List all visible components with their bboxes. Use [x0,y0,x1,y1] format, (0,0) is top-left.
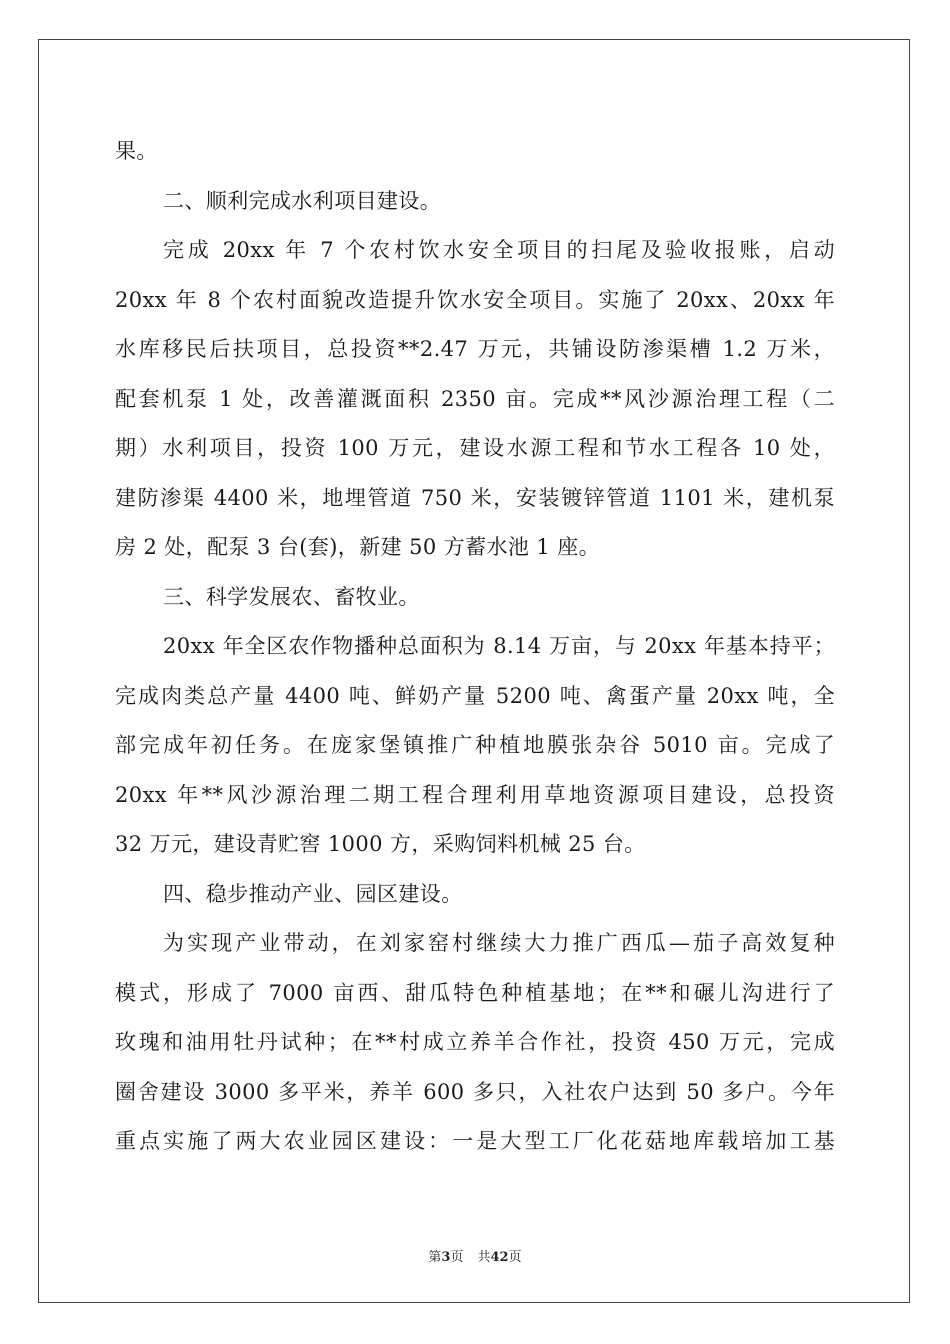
section-heading: 三、科学发展农、畜牧业。 [163,584,420,609]
total-prefix: 共 [477,1250,491,1265]
text-line: 20xx 年全区农作物播种总面积为 8.14 万亩，与 20xx 年基本持平； [163,634,835,658]
page-suffix: 页 [450,1250,464,1265]
text-line: 完成肉类总产量 4400 吨、鲜奶产量 5200 吨、禽蛋产量 20xx 吨，全 [115,683,835,708]
text-line: 建防渗渠 4400 米，地埋管道 750 米，安装镀锌管道 1101 米，建机泵 [115,485,835,510]
text-line: 果。 [115,139,158,163]
text-line: 部完成年初任务。在庞家堡镇推广种植地膜张杂谷 5010 亩。完成了 [115,733,835,757]
text-line: 重点实施了两大农业园区建设：一是大型工厂化花菇地库载培加工基 [115,1129,835,1153]
page-footer [0,1249,950,1267]
text-line: 模式，形成了 7000 亩西、甜瓜特色种植基地；在**和碾儿沟进行了 [115,980,835,1005]
section-heading: 二、顺利完成水利项目建设。 [163,188,442,213]
text-line: 配套机泵 1 处，改善灌溉面积 2350 亩。完成**风沙源治理工程（二 [115,386,835,411]
text-line: 水库移民后扶项目，总投资**2.47 万元，共铺设防渗渠槽 1.2 万米， [115,337,835,361]
total-pages: 42 [490,1250,509,1265]
text-line: 圈舍建设 3000 多平米，养羊 600 多只，入社农户达到 50 多户。今年 [115,1079,835,1104]
document-body [115,127,835,1167]
text-line: 期）水利项目，投资 100 万元，建设水源工程和节水工程各 10 处， [115,436,835,460]
text-line: 房 2 处，配泵 3 台(套)，新建 50 方蓄水池 1 座。 [115,535,600,559]
text-line: 为实现产业带动，在刘家窑村继续大力推广西瓜—茄子高效复种 [163,931,835,955]
text-line: 20xx 年 8 个农村面貌改造提升饮水安全项目。实施了 20xx、20xx 年 [115,287,835,312]
total-suffix: 页 [508,1250,522,1265]
text-line: 完成 20xx 年 7 个农村饮水安全项目的扫尾及验收报账，启动 [163,238,835,262]
text-line: 20xx 年**风沙源治理二期工程合理利用草地资源项目建设，总投资 [115,782,835,807]
text-line: 32 万元，建设青贮窖 1000 方，采购饲料机械 25 台。 [115,832,646,856]
page-number: 3 [441,1250,451,1265]
page-prefix: 第 [428,1250,442,1265]
text-line: 玫瑰和油用牡丹试种；在**村成立养羊合作社，投资 450 万元，完成 [115,1030,835,1054]
section-heading: 四、稳步推动产业、园区建设。 [163,881,463,906]
